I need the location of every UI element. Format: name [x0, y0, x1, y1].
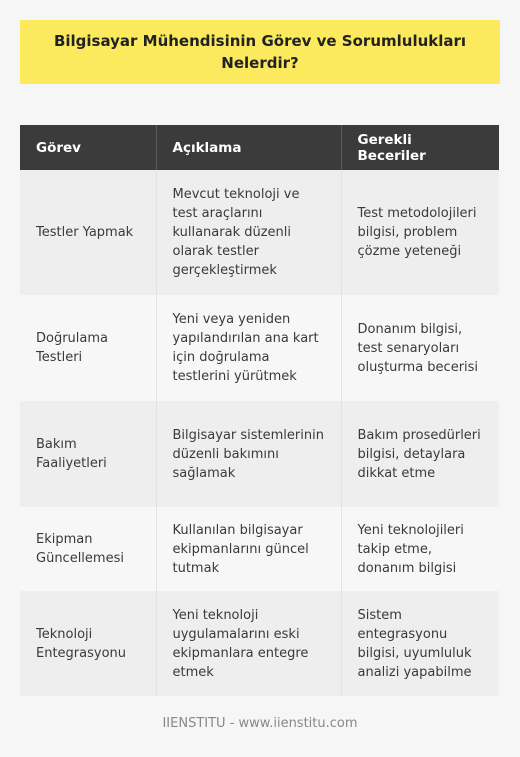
skills-cell: Bakım prosedürleri bilgisi, detaylara dikkat etme: [341, 401, 499, 507]
task-cell: Ekipman Güncellemesi: [20, 507, 156, 591]
header-description: Açıklama: [156, 125, 341, 170]
header-task: Görev: [20, 125, 156, 170]
table-row: [20, 591, 499, 696]
header-skills: Gerekli Beceriler: [341, 125, 499, 170]
duties-table: [20, 125, 499, 696]
description-cell: Yeni veya yeniden yapılandırılan ana kart için doğrulama testlerini yürütmek: [156, 295, 341, 401]
footer-credit: IIENSTITU - www.iienstitu.com: [162, 716, 358, 731]
skills-cell: Sistem entegrasyonu bilgisi, uyumluluk analizi yapabilme: [341, 591, 499, 696]
table-row: [20, 295, 499, 401]
task-cell: Bakım Faaliyetleri: [20, 401, 156, 507]
description-cell: Bilgisayar sistemlerinin düzenli bakımını sağlamak: [156, 401, 341, 507]
task-cell: Doğrulama Testleri: [20, 295, 156, 401]
description-cell: Yeni teknoloji uygulamalarını eski ekipmanlara entegre etmek: [156, 591, 341, 696]
table-row: [20, 170, 499, 295]
skills-cell: Donanım bilgisi, test senaryoları oluşturma becerisi: [341, 295, 499, 401]
title-banner: [20, 20, 500, 84]
table-header-row: [20, 125, 499, 170]
task-cell: Teknoloji Entegrasyonu: [20, 591, 156, 696]
table-row: [20, 507, 499, 591]
table-row: [20, 401, 499, 507]
page-title: Bilgisayar Mühendisinin Görev ve Sorumlulukları Nelerdir?: [53, 32, 467, 72]
description-cell: Kullanılan bilgisayar ekipmanlarını güncel tutmak: [156, 507, 341, 591]
task-cell: Testler Yapmak: [20, 170, 156, 295]
skills-cell: Test metodolojileri bilgisi, problem çözme yeteneği: [341, 170, 499, 295]
skills-cell: Yeni teknolojileri takip etme, donanım bilgisi: [341, 507, 499, 591]
description-cell: Mevcut teknoloji ve test araçlarını kullanarak düzenli olarak testler gerçekleştirmek: [156, 170, 341, 295]
